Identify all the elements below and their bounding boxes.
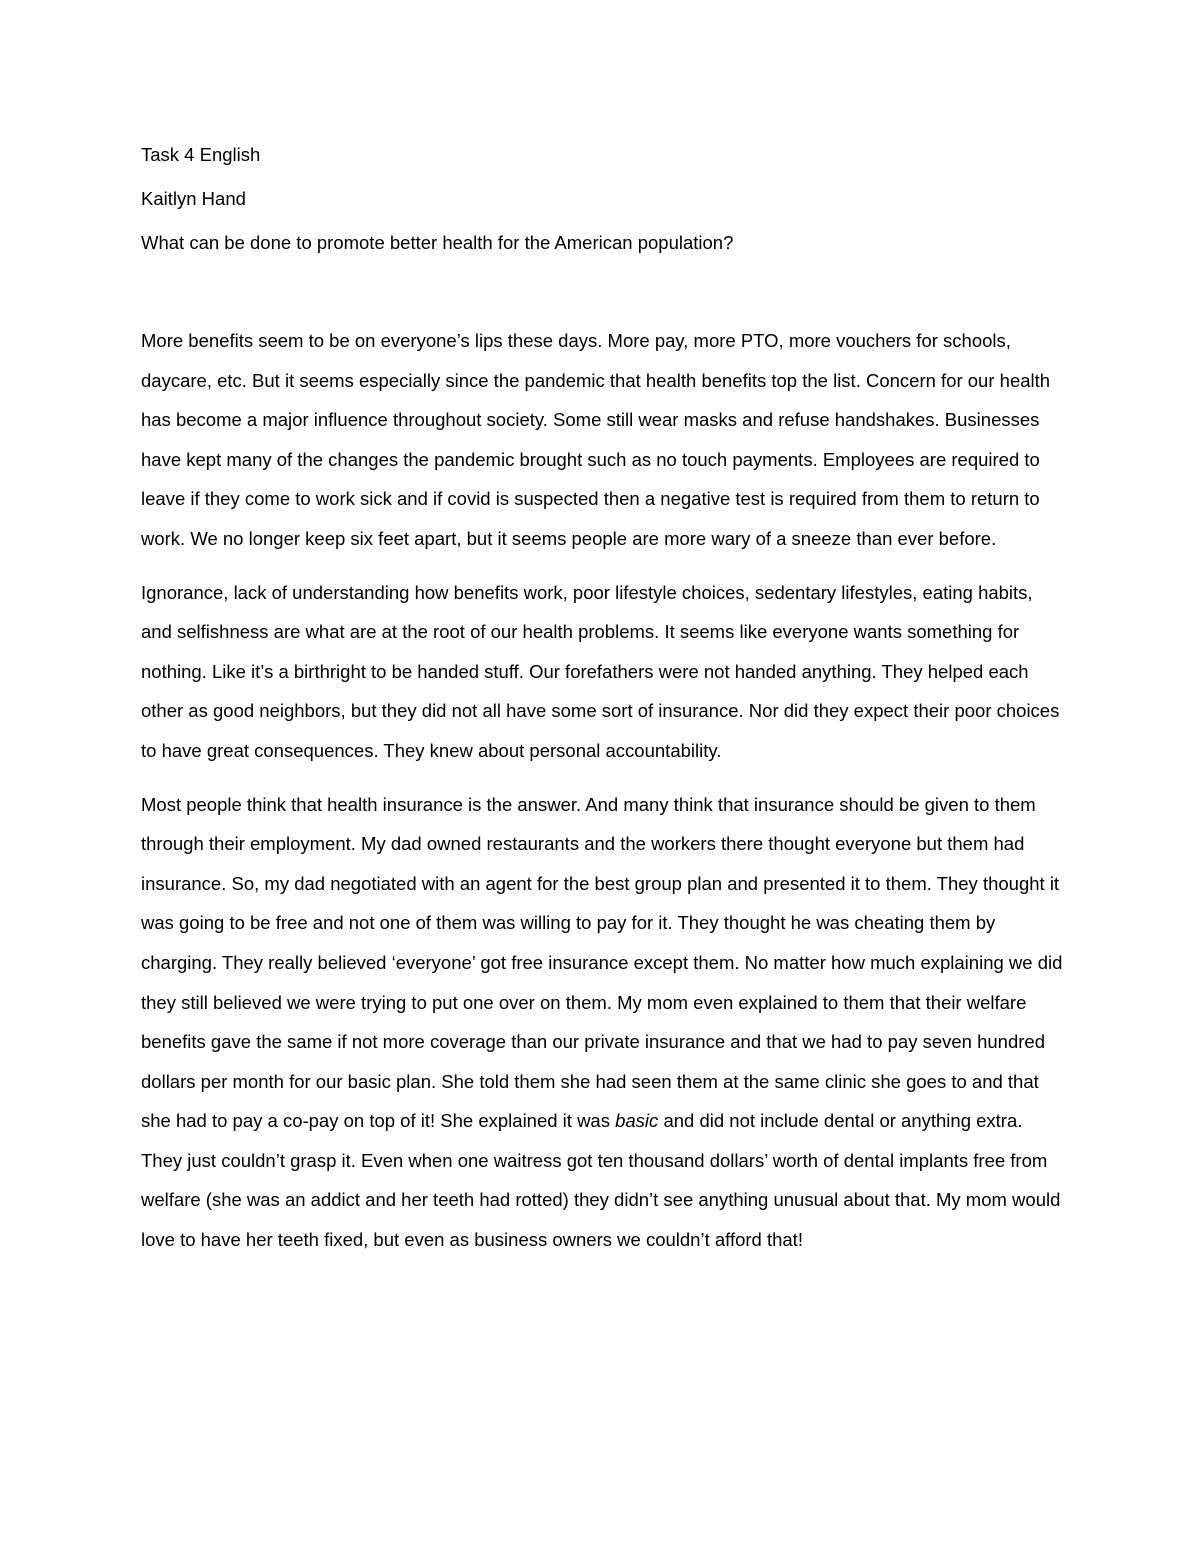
spacer [141,267,1066,321]
assignment-title: Task 4 English [141,144,261,165]
paragraph-1: More benefits seem to be on everyone’s lips these days. More pay, more PTO, more vouchers for schools, daycare, etc. But it seems especially since the pandemic that health benefits top the list. Concern for our health has become a major influence throughout society. Some still wear masks and refuse handshakes. Businesses have kept many of the changes the pandemic brought such as no touch payments. Employees are required to leave if they come to work sick and if covid is suspected then a negative test is required from them to return to work. We no longer keep six feet apart, but it seems people are more wary of a sneeze than ever before. [141,330,1051,549]
paragraph-3 [141,785,1066,1260]
paragraph-2: Ignorance, lack of understanding how benefits work, poor lifestyle choices, sedentary lifestyles, eating habits, and selfishness are what are at the root of our health problems. It seems like everyone wants something for nothing. Like it’s a birthright to be handed stuff. Our forefathers were not handed anything. They helped each other as good neighbors, but they did not all have some sort of insurance. Nor did they expect their poor choices to have great consequences. They knew about personal accountability. [141,581,1060,761]
author-name: Kaitlyn Hand [141,188,246,209]
essay-question: What can be done to promote better health for the American population? [141,232,734,253]
paragraph-3-italic-word: basic [615,1110,659,1132]
paragraph-3-part-2: and did not include dental or anything extra. They just couldn’t grasp it. Even when one waitress got ten thousand dollars’ worth of dental implants free from welfare (she was an addict and her teeth had rotted) they didn’t see anything unusual about that. My mom would love to have her teeth fixed, but even as business owners we couldn’t afford that! [141,1110,1061,1251]
paragraph-3-part-1: Most people think that health insurance is the answer. And many think that insurance should be given to them through their employment. My dad owned restaurants and the workers there thought everyone but them had insurance. So, my dad negotiated with an agent for the best group plan and presented it to them. They thought it was going to be free and not one of them was willing to pay for it. They thought he was cheating them by charging. They really believed ‘everyone’ got free insurance except them. No matter how much explaining we did they still believed we were trying to put one over on them. My mom even explained to them that their welfare benefits gave the same if not more coverage than our private insurance and that we had to pay seven hundred dollars per month for our basic plan. She told them she had seen them at the same clinic she goes to and that she had to pay a co-pay on top of it! She explained it was [141,793,1063,1132]
document-body [141,135,1066,1274]
